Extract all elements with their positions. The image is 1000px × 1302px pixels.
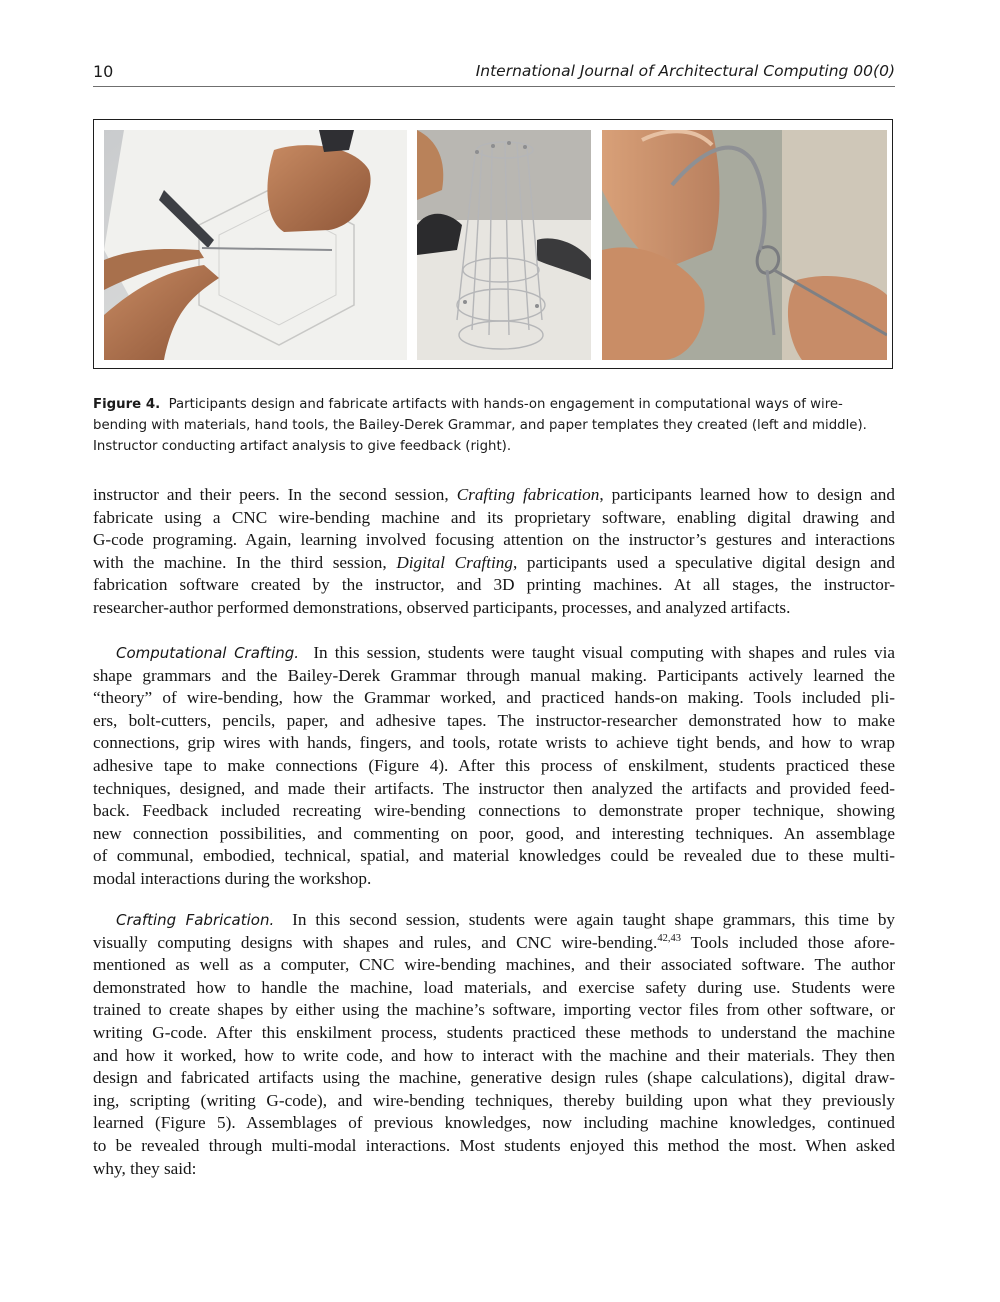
running-head: [93, 62, 895, 87]
caption-line: [93, 394, 893, 415]
text-line: researcher-author performed demonstrations, observed participants, processes, and analyzed artifacts.: [93, 597, 791, 617]
figure-4: [93, 119, 893, 369]
text-line: writing G-code. After this enskilment process, students practiced these methods to understand the machine: [93, 1022, 895, 1042]
text-line: [93, 909, 895, 932]
text-line: shape grammars and the Bailey-Derek Grammar through manual making. Participants actively learned the: [93, 665, 895, 685]
caption-text: Participants design and fabricate artifacts with hands-on engagement in computational ways of wire-: [168, 397, 843, 412]
text-line: mentioned as well as a computer, CNC wire-bending machines, and their associated software. The author: [93, 955, 895, 975]
italic-term: Digital Crafting: [396, 552, 513, 572]
text-line: learned (Figure 5). Assemblages of previous knowledges, now including machine knowledges, continued: [93, 1113, 895, 1133]
figure-caption: [93, 394, 893, 457]
text-line: modal interactions during the workshop.: [93, 868, 372, 888]
photo-fingers-holding-wire-connection: [602, 130, 887, 360]
text-line: [93, 552, 895, 575]
text-line: demonstrated how to handle the machine, load materials, and exercise safety during use. Students were: [93, 977, 895, 997]
caption-line: Instructor conducting artifact analysis to give feedback (right).: [93, 439, 512, 454]
text-run: instructor and their peers. In the second session,: [93, 485, 457, 504]
text-line: and how it worked, how to write code, and how to interact with the machine and their materials. They then: [93, 1045, 895, 1065]
text-line: [93, 484, 895, 507]
text-line: ing, scripting (writing G-code), and wire-bending techniques, thereby building upon what they previously: [93, 1090, 895, 1110]
text-line: back. Feedback included recreating wire-bending connections to demonstrate proper technique, showing: [93, 801, 895, 821]
text-line: design and fabricated artifacts using the machine, generative design rules (shape calculations), digital draw-: [93, 1068, 895, 1088]
text-line: fabrication software created by the instructor, and 3D printing machines. At all stages, the instructor-: [93, 575, 895, 595]
text-line: adhesive tape to make connections (Figure 4). After this process of enskilment, students practiced these: [93, 755, 895, 775]
section-run-in-heading: Crafting Fabrication.: [116, 911, 275, 929]
text-line: [93, 932, 895, 955]
citation-superscript: 42,43: [657, 932, 681, 944]
paragraph-computational-crafting: [93, 642, 895, 891]
text-line: of communal, embodied, technical, spatial, and material knowledges could be revealed due to these multi-: [93, 846, 895, 866]
text-line: connections, grip wires with hands, fingers, and tools, rotate wrists to achieve tight bends, and how to wrap: [93, 733, 895, 753]
text-run: , participants used a speculative digital design and: [512, 552, 895, 572]
photo-hands-cutting-wire-on-paper-template: [104, 130, 407, 360]
text-line: [93, 642, 895, 665]
text-line: to be revealed through multi-modal interactions. Most students enjoyed this method the most. When asked: [93, 1135, 895, 1155]
paragraph-session-overview: [93, 484, 895, 620]
italic-term: Crafting fabrication: [456, 485, 600, 504]
section-run-in-heading: Computational Crafting.: [116, 644, 300, 662]
text-run: , participants learned how to design and: [599, 485, 895, 504]
text-line: new connection possibilities, and commenting on poor, good, and interesting techniques. An assemblage: [93, 823, 895, 843]
text-run: In this second session, students were again taught shape grammars, this time by: [292, 910, 896, 929]
page-number: 10: [93, 62, 114, 81]
text-line: G-code programing. Again, learning involved focusing attention on the instructor’s gestures and interactions: [93, 530, 895, 550]
photo-wire-tower-artifact: [417, 130, 591, 360]
text-run: Tools included those afore-: [680, 932, 895, 952]
text-line: techniques, designed, and made their artifacts. The instructor then analyzed the artifacts and provided feed-: [93, 778, 895, 798]
journal-title: International Journal of Architectural Computing 00(0): [475, 62, 895, 80]
paragraph-crafting-fabrication: [93, 909, 895, 1180]
figure-label: Figure 4.: [93, 397, 161, 412]
text-run: with the machine. In the third session,: [93, 552, 397, 572]
text-run: visually computing designs with shapes and rules, and CNC wire-bending.: [93, 932, 658, 952]
text-line: “theory” of wire-bending, how the Grammar worked, and practiced hands-on making. Tools included pli-: [93, 688, 895, 708]
caption-line: bending with materials, hand tools, the Bailey-Derek Grammar, and paper templates they created (left and middle).: [93, 418, 867, 433]
text-line: why, they said:: [93, 1158, 197, 1178]
text-run: In this session, students were taught visual computing with shapes and rules via: [313, 643, 895, 662]
text-line: trained to create shapes by either using the machine’s software, importing vector files from other software, or: [93, 1000, 895, 1020]
text-line: fabricate using a CNC wire-bending machine and its proprietary software, enabling digital drawing and: [93, 507, 895, 527]
text-line: ers, bolt-cutters, pencils, paper, and adhesive tapes. The instructor-researcher demonstrated how to make: [93, 710, 895, 730]
